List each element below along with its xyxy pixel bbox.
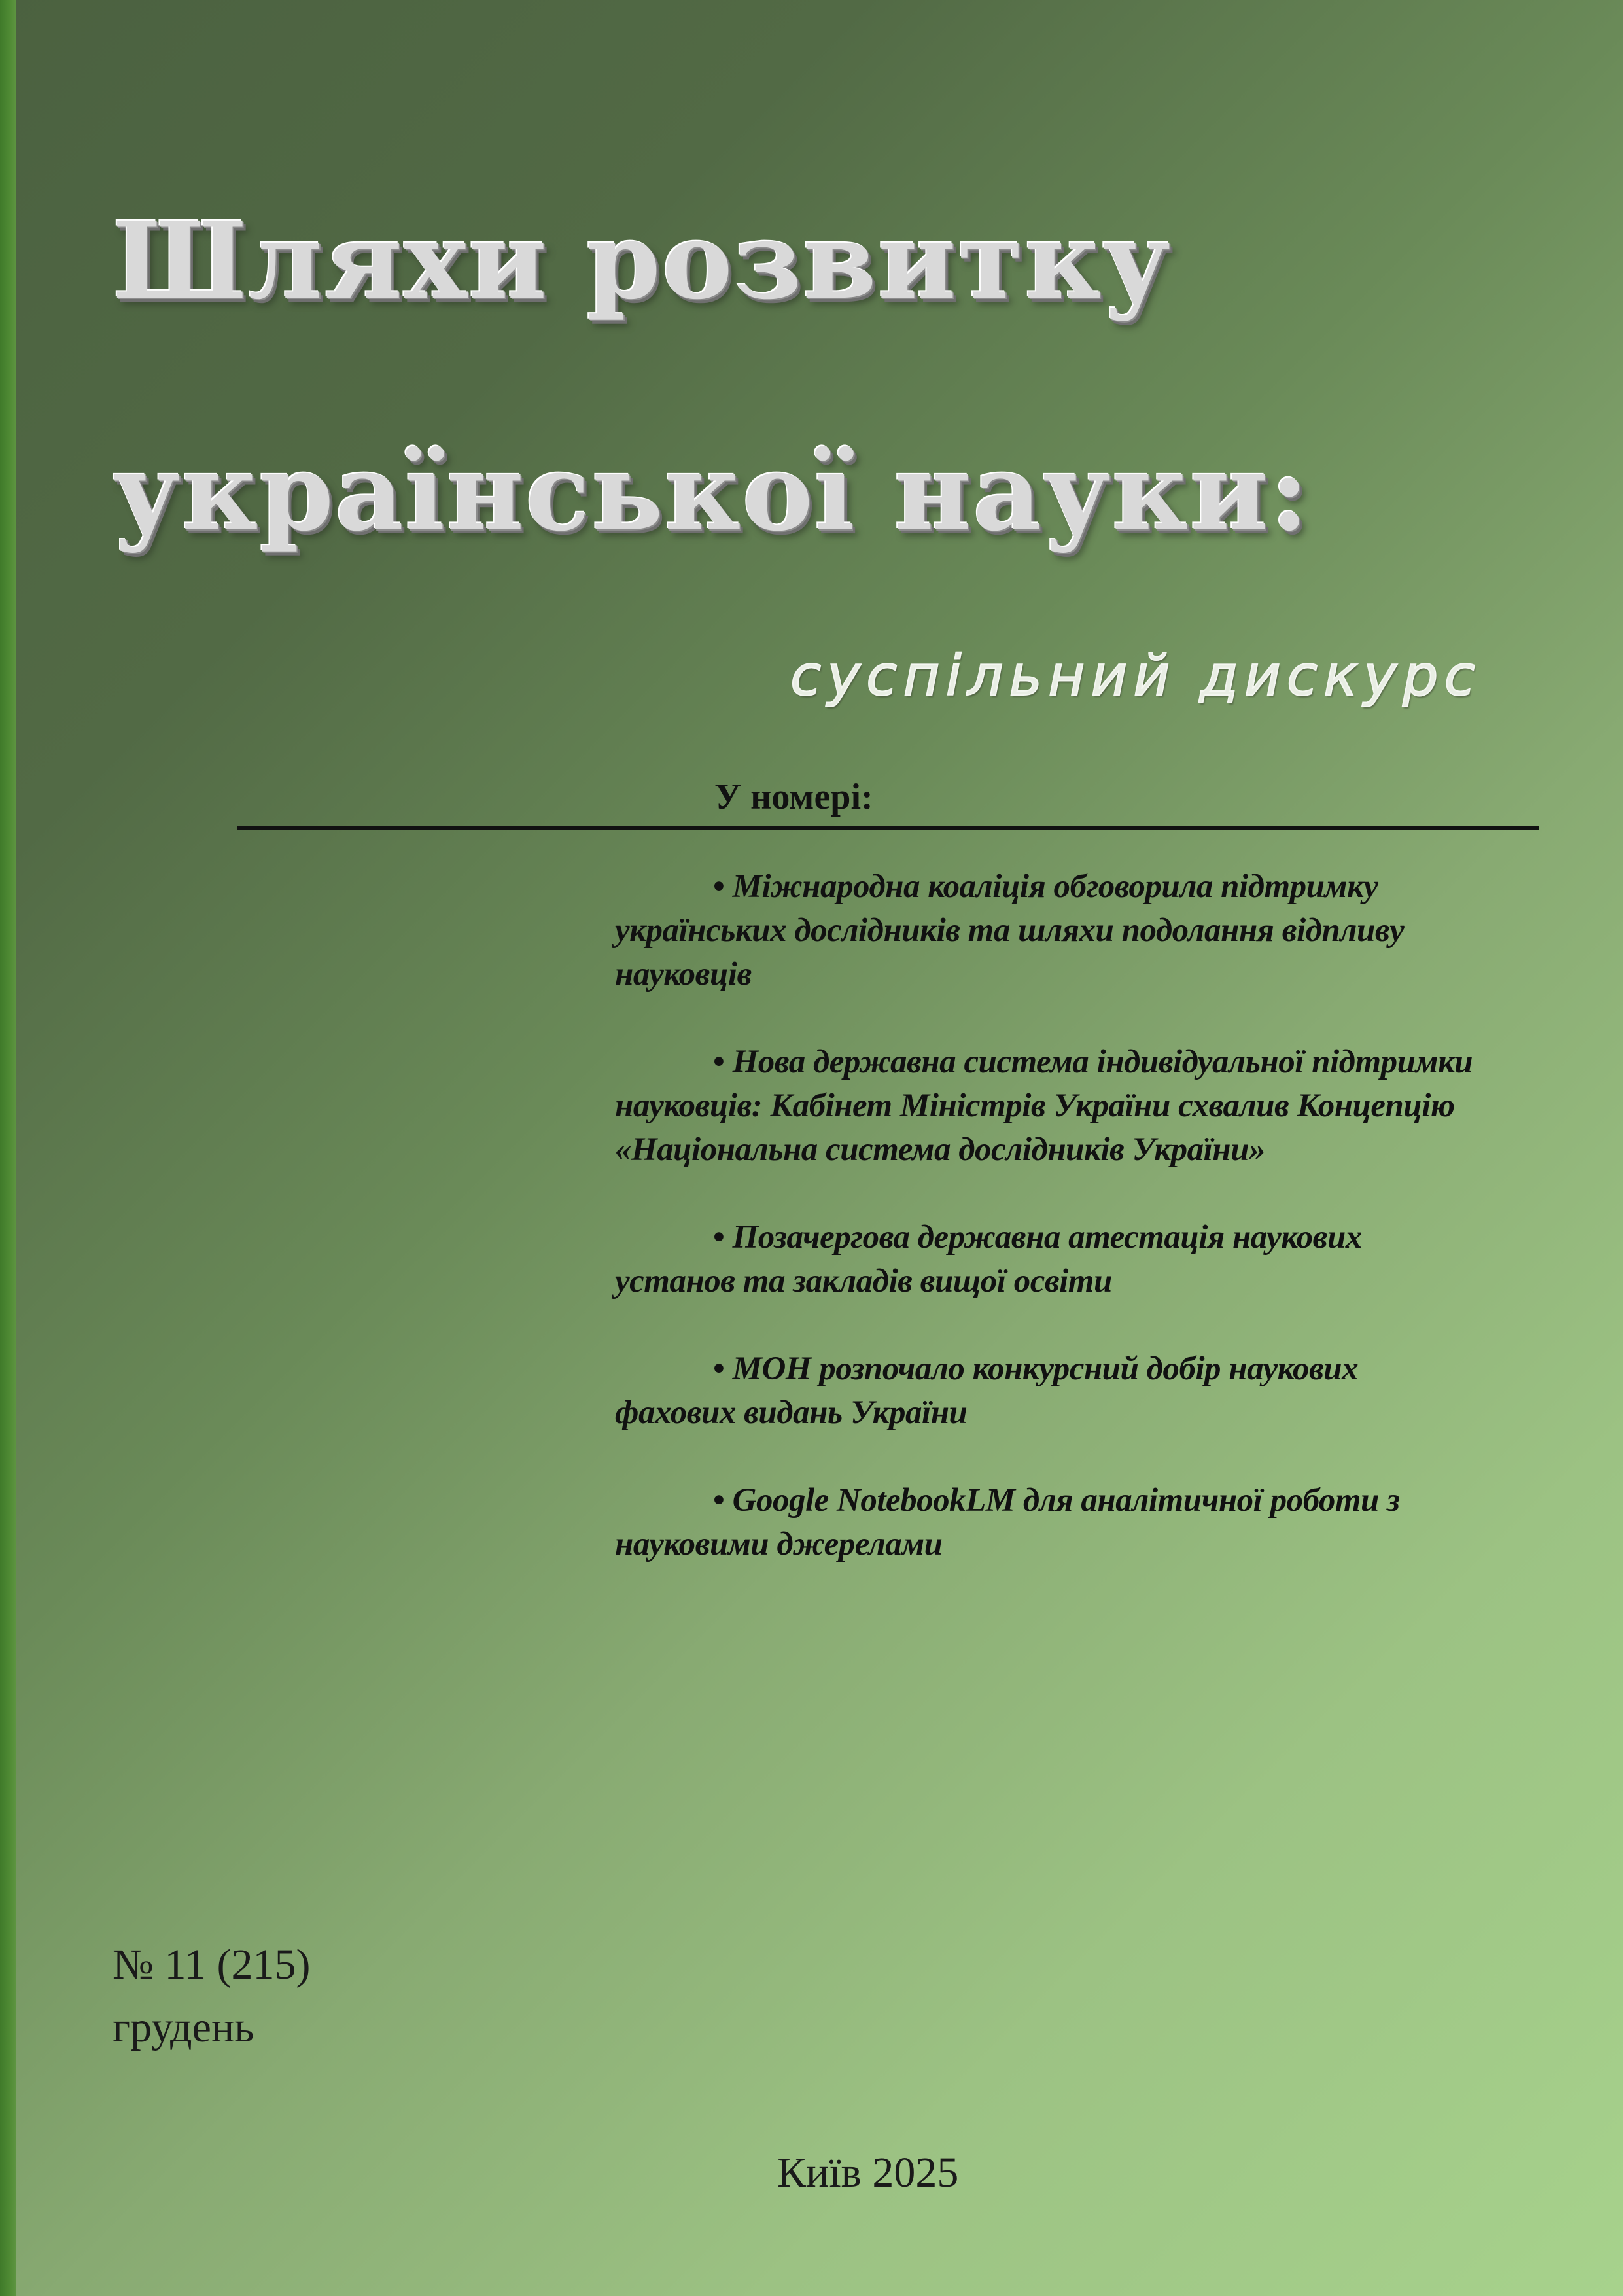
contents-item-text: Міжнародна коаліція обговорила підтримку українських дослідників та шляхи подолання відпливу науковців <box>615 868 1405 993</box>
bullet-icon: • <box>713 1219 725 1256</box>
issue-month: грудень <box>113 2004 254 2051</box>
cover-title-line-2: української науки: <box>113 431 1310 555</box>
place-year: Київ 2025 <box>777 2149 959 2197</box>
cover-spine <box>0 0 16 2296</box>
contents-item-text: МОН розпочало конкурсний добір наукових фахових видань України <box>615 1351 1359 1431</box>
contents-item <box>615 1347 1478 1435</box>
contents-list <box>615 865 1478 1566</box>
cover-title-line-1: Шляхи розвитку <box>113 199 1172 323</box>
cover-subtitle: суспільний дискурс <box>790 643 1481 709</box>
contents-item <box>615 865 1478 997</box>
contents-item <box>615 1479 1478 1566</box>
contents-item-text: Нова державна система індивідуальної підтримки науковців: Кабінет Міністрів України схвалив Концепцію «Національна система дослідників України» <box>615 1044 1473 1168</box>
contents-heading: У номері: <box>714 777 873 817</box>
bullet-icon: • <box>713 1044 725 1080</box>
contents-item-text: Позачергова державна атестація наукових установ та закладів вищої освіти <box>615 1219 1362 1299</box>
issue-number: № 11 (215) <box>113 1941 311 1988</box>
bullet-icon: • <box>713 868 725 905</box>
contents-item <box>615 1216 1478 1303</box>
contents-item-text: Google NotebookLM для аналітичної роботи з науковими джерелами <box>615 1482 1400 1563</box>
contents-divider <box>237 826 1539 830</box>
contents-item <box>615 1040 1478 1172</box>
bullet-icon: • <box>713 1351 725 1387</box>
bullet-icon: • <box>713 1482 725 1519</box>
